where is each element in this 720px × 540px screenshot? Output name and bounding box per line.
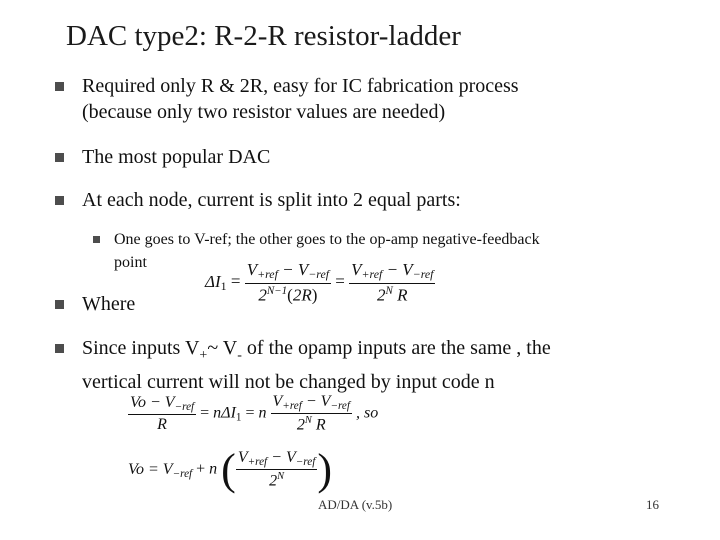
sub-bullet-line: One goes to V-ref; the other goes to the op-amp negative-feedback [114,231,540,248]
fraction: $\frac{V_{+ref} - V_{-ref}}{2^N R}$ [351,260,434,305]
bullet-line-part: ~ V [207,337,238,359]
bullet-text-current-split: At each node, current is split into 2 equal parts: [82,189,461,211]
equation-vo-2: $Vo = V_{-ref} + n$ ( $\frac{V_{+ref} - V_{-ref}}{2^N}$ ) [128,445,332,494]
bullet-line: (because only two resistor values are needed) [82,101,446,123]
bullet-marker [55,196,64,205]
bullet-text-where: Where [82,293,136,315]
fraction: $\frac{V_{+ref} - V_{-ref}}{2^N R}$ [272,393,350,434]
bullet-line: Required only R & 2R, easy for IC fabrication process [82,75,519,97]
fraction: $\frac{Vo - V_{-ref}}{R}$ [130,393,195,433]
sub-bullet-line: point [114,254,147,271]
sub-bullet-marker [93,236,100,243]
page-number: 16 [646,497,659,512]
bullet-marker [55,300,64,309]
bullet-marker [55,82,64,91]
bullet-marker [55,153,64,162]
footer-source: AD/DA (v.5b) [318,497,393,512]
bullet-line-part: of the opamp inputs are the same , the [241,337,551,359]
bullet-line: vertical current will not be changed by input code n [82,371,495,393]
subscript-plus: + [199,348,208,363]
bullet-line-part: Since inputs V [82,337,200,359]
bullet-text-since-inputs [82,335,702,395]
subscript-minus: - [237,348,242,363]
slide-title: DAC type2: R-2-R resistor-ladder [66,20,461,52]
bullet-text-fabrication [82,73,702,125]
bullet-text-popular: The most popular DAC [82,146,271,168]
equation-delta-i1: $\Delta I_1$ = $\frac{V_{+ref} - V_{-ref}}{2^{N-1}(2R)}$ = $\frac{V_{+ref} - V_{-ref}}{2^N R}$ [205,260,434,305]
equation-vo-1: $\frac{Vo - V_{-ref}}{R}$ = nΔI$_1$ = n $\frac{V_{+ref} - V_{-ref}}{2^N R}$ , so [130,393,379,434]
fraction: $\frac{V_{+ref} - V_{-ref}}{2^{N-1}(2R)}$ [246,260,330,305]
fraction: $\frac{V_{+ref} - V_{-ref}}{2^N}$ [237,449,316,490]
bullet-marker [55,344,64,353]
